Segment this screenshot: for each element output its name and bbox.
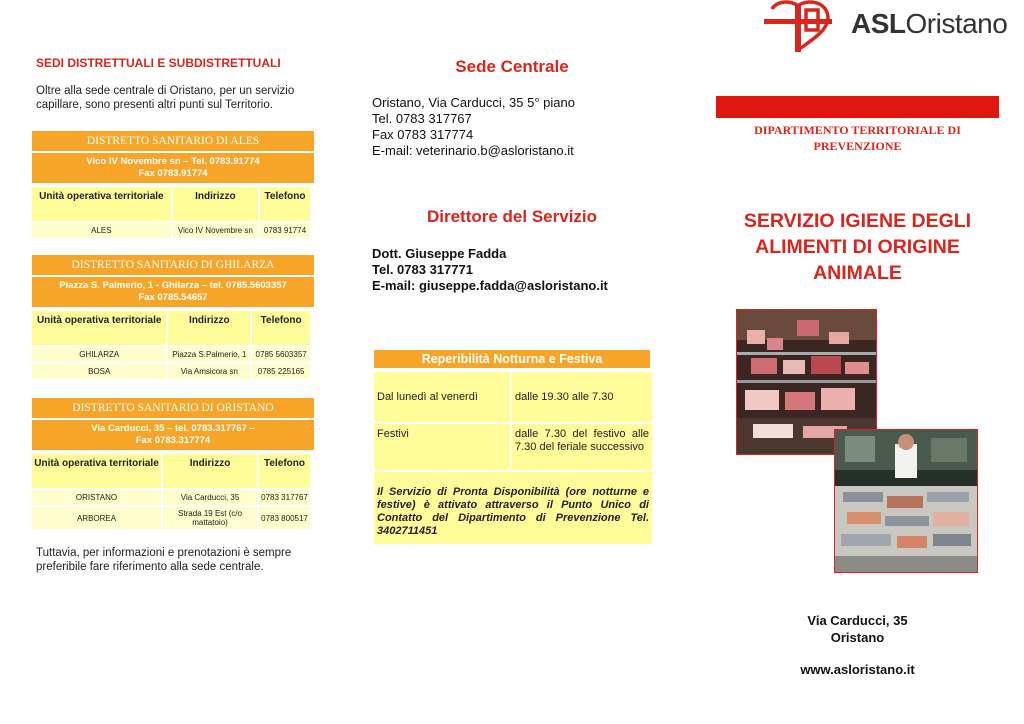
table-row: ARBOREA Strada 19 Est (c/o mattatoio) 0783 800517 bbox=[32, 507, 310, 529]
district-oristano bbox=[32, 398, 314, 531]
fish-counter-photo bbox=[834, 429, 978, 573]
table-row: ALES Vico IV Novembre sn 0783 91774 bbox=[32, 223, 310, 238]
district-title: DISTRETTO SANITARIO DI ORISTANO bbox=[32, 398, 314, 418]
department-name: DIPARTIMENTO TERRITORIALE DI PREVENZIONE bbox=[754, 123, 961, 153]
director-info: Dott. Giuseppe Fadda Tel. 0783 317771 E-mail: giuseppe.fadda@asloristano.it bbox=[372, 246, 608, 293]
col-header-phone: Telefono bbox=[252, 311, 310, 345]
reperibilita-note: Il Servizio di Pronta Disponibilità (ore notturne e festive) è attivato attraverso il Punto Unico di Contatto del Dipartimento di Prevenzione Tel. 3402711451 bbox=[374, 472, 652, 544]
outro-text: Tuttavia, per informazioni e prenotazioni è sempre preferibile fare riferimento alla sede centrale. bbox=[36, 547, 292, 573]
col-header-phone: Telefono bbox=[260, 187, 310, 221]
district-table bbox=[30, 185, 312, 240]
col-header-phone: Telefono bbox=[259, 454, 310, 488]
col-header-address: Indirizzo bbox=[173, 187, 258, 221]
service-title: SERVIZIO IGIENE DEGLI ALIMENTI DI ORIGINE ANIMALE bbox=[743, 210, 972, 284]
district-address: Piazza S. Palmerio, 1 - Ghilarza – tel. 0785.5603357 Fax 0785.54657 bbox=[32, 277, 314, 307]
section-heading: SEDI DISTRETTUALI E SUBDISTRETTUALI bbox=[36, 56, 281, 70]
table-row: ORISTANO Via Carducci, 35 0783 317767 bbox=[32, 490, 310, 505]
table-row: Dal lunedì al venerdì dalle 19.30 alle 7.30 bbox=[374, 372, 652, 422]
district-address: Via Carducci, 35 – tel. 0783.317767 – Fax 0783.317774 bbox=[32, 420, 314, 450]
col-header-unit: Unità operativa territoriale bbox=[32, 187, 171, 221]
asl-logo-icon bbox=[762, 0, 834, 54]
sede-title: Sede Centrale bbox=[455, 57, 569, 76]
website-link[interactable]: www.asloristano.it bbox=[800, 662, 915, 677]
col-header-unit: Unità operativa territoriale bbox=[32, 454, 161, 488]
reperibilita-table bbox=[372, 370, 654, 546]
red-banner bbox=[716, 96, 999, 118]
col-header-address: Indirizzo bbox=[163, 454, 257, 488]
sede-info: Oristano, Via Carducci, 35 5° piano Tel. 0783 317767 Fax 0783 317774 E-mail: veterinario.b@asloristano.it bbox=[372, 95, 575, 158]
col-header-unit: Unità operativa territoriale bbox=[32, 311, 166, 345]
sede-email-link[interactable]: E-mail: veterinario.b@asloristano.it bbox=[372, 143, 574, 158]
footer-address: Via Carducci, 35 Oristano bbox=[807, 613, 908, 645]
district-title: DISTRETTO SANITARIO DI GHILARZA bbox=[32, 255, 314, 275]
district-title: DISTRETTO SANITARIO DI ALES bbox=[32, 131, 314, 151]
district-ales bbox=[32, 131, 314, 240]
table-row: GHILARZA Piazza S.Palmerio, 1 0785 5603357 bbox=[32, 347, 310, 362]
district-table bbox=[30, 452, 312, 531]
district-address: Vico IV Novembre sn – Tel. 0783.91774 Fax 0783.91774 bbox=[32, 153, 314, 183]
intro-text: Oltre alla sede centrale di Oristano, per un servizio capillare, sono presenti altri punti sul Territorio. bbox=[36, 85, 295, 111]
asl-logo-text: ASLOristano bbox=[851, 8, 1008, 39]
director-title: Direttore del Servizio bbox=[426, 207, 598, 226]
director-email-link[interactable]: E-mail: giuseppe.fadda@asloristano.it bbox=[372, 278, 608, 293]
table-row: Festivi dalle 7.30 del festivo alle 7.30 del feriale successivo bbox=[374, 424, 652, 470]
district-ghilarza bbox=[32, 255, 314, 381]
table-row: BOSA Via Amsicora sn 0785 225165 bbox=[32, 364, 310, 379]
district-table bbox=[30, 309, 312, 381]
table-row bbox=[374, 472, 652, 544]
col-header-address: Indirizzo bbox=[168, 311, 250, 345]
reperibilita-title: Reperibilità Notturna e Festiva bbox=[374, 350, 650, 368]
